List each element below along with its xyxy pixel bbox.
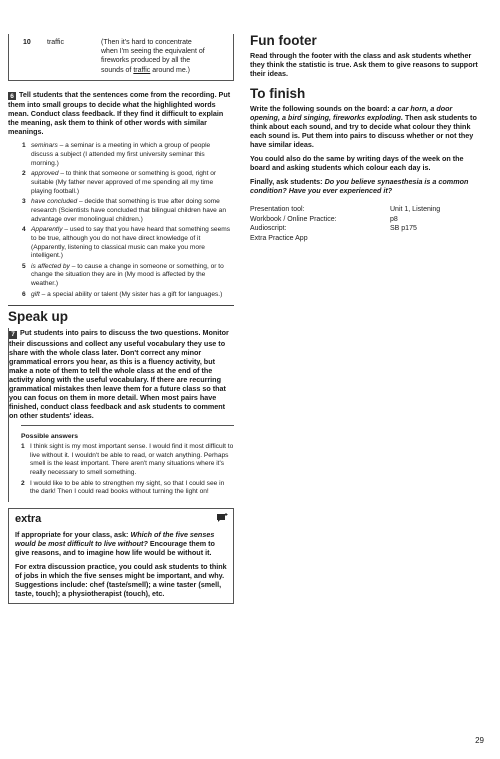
- speak-up-box: [8, 328, 234, 501]
- extra-box: [8, 508, 234, 604]
- item-number: 4: [22, 225, 26, 233]
- left-column: [8, 34, 234, 604]
- list-item: [22, 291, 234, 300]
- step-6-section: [8, 90, 234, 300]
- item-number: 6: [22, 290, 26, 298]
- resource-value: SB p175: [390, 225, 417, 232]
- answer-number: 2: [21, 479, 25, 487]
- extra-paragraph-1: If appropriate for your class, ask: Which of the five senses would be most difficult to live without? Encourage them to give reasons, and to imagine how life would be without it.: [15, 529, 215, 557]
- step-badge-7: 7: [9, 331, 17, 339]
- item-number: 5: [22, 262, 26, 270]
- item-word: traffic: [47, 39, 64, 46]
- item-text: Apparently – used to say that you have heard that something seems to be true, although you do not have direct knowledge of it (Apparently, listening to classical music can make you more intelligent.): [31, 225, 231, 260]
- item-number: 3: [22, 198, 26, 206]
- to-finish-paragraph-3: Finally, ask students: Do you believe synaesthesia is a common condition? Have you ever experienced it?: [250, 177, 469, 195]
- right-column: [250, 34, 482, 243]
- page-number: 29: [475, 736, 484, 745]
- item-text: have concluded – decide that something is true after doing some research (Scientists have concluded that bilingual children have an advantage over monolingual children.): [31, 198, 226, 223]
- resource-label: Presentation tool:: [250, 206, 305, 213]
- item-text: seminars – a seminar is a meeting in which a group of people discuss a subject (I attended my first university seminar this morning.): [31, 142, 211, 167]
- resource-row: [250, 205, 482, 215]
- list-item: [22, 226, 234, 261]
- item-number: 2: [22, 170, 26, 178]
- vocab-item-10: [23, 38, 225, 75]
- vocab-continuation-box: [8, 34, 234, 81]
- possible-answers-title: Possible answers: [21, 432, 79, 440]
- to-finish-paragraph-1: Write the following sounds on the board: a car horn, a door opening, a bird singing, fireworks exploding. Then ask students to think about each sound, and try to decide what colour they think each sound is. Put them into pairs to discuss whether or not they have similar ideas.: [250, 104, 477, 149]
- extra-paragraph-2: For extra discussion practice, you could ask students to think of jobs in which the five senses might be important, and why. Suggestions include: chef (taste/smell); a wine taster (smell, taste, touch); a physiotherapist (touch), etc.: [15, 561, 227, 598]
- resource-value: p8: [390, 215, 398, 223]
- answers-list: [21, 443, 234, 497]
- fun-footer-heading: Fun footer: [250, 33, 317, 48]
- list-item: [22, 198, 234, 224]
- resources-table: [250, 205, 482, 243]
- answers-divider: [21, 425, 234, 426]
- speech-bubble-icon: [216, 513, 228, 523]
- resource-row: [250, 215, 482, 225]
- step-7-instructions: 7 Put students into pairs to discuss the two questions. Monitor their discussions and collect any useful vocabulary they use to share with the whole class later. Don't correct any minor grammatical errors you hear, as this is a fluency activity, but make a note of them to tell the whole class at the end of the activity along with the useful vocabulary. If there are recurring grammatical mistakes then leave them for a future class so that you can focus on them in more detail. When most pairs have finished, conduct class feedback and ask students to comment on other students' ideas.: [9, 328, 229, 420]
- answer-number: 1: [21, 442, 25, 450]
- item-text: gift – a special ability or talent (My sister has a gift for languages.): [31, 290, 223, 298]
- item-text: is affected by – to cause a change in someone or something, or to change the situation they are in (My mood is affected by the weather.): [31, 262, 224, 288]
- answer-text: I would like to be able to strengthen my sight, so that I could see in the dark! Then I could read books without turning the light on!: [30, 479, 225, 496]
- to-finish-paragraph-2: You could also do the same by writing days of the week on the board and asking students which colour each day is.: [250, 154, 464, 172]
- to-finish-heading: To finish: [250, 86, 306, 101]
- answer-item: [21, 443, 234, 478]
- list-item: [22, 142, 234, 168]
- list-item: [22, 263, 234, 289]
- answer-item: [21, 480, 234, 498]
- resource-label: Workbook / Online Practice:: [250, 215, 337, 223]
- resource-row: [250, 224, 482, 234]
- answer-text: I think sight is my most important sense. I would find it most difficult to live without it. I wouldn't be able to read, or watch anything. Perhaps smell is the least important. There aren't many situations where it's really necessary to smell something.: [30, 442, 234, 477]
- item-definition: (Then it's hard to concentrate when I'm seeing the equivalent of fireworks produced by all the sounds of traffic around me.): [101, 39, 205, 74]
- meanings-list: [22, 142, 234, 299]
- resource-label: Audioscript:: [250, 225, 287, 232]
- divider: [8, 305, 234, 306]
- speak-up-heading: Speak up: [8, 309, 69, 325]
- step-badge-6: 6: [8, 92, 16, 100]
- item-text: approved – to think that someone or something is good, right or suitable (My father never approved of me spending all my time playing football.): [31, 170, 217, 195]
- fun-footer-text: Read through the footer with the class and ask students whether they think the statistic is true. Ask them to give reasons to support their ideas.: [250, 51, 478, 78]
- step-6-instructions: 6 Tell students that the sentences come from the recording. Put them into small groups to decide what the highlighted words mean. Conduct class feedback. If they find it difficult to explain the meaning, ask them to think of other words with similar meanings.: [8, 89, 231, 137]
- extra-title: extra: [15, 512, 42, 525]
- item-number: 1: [22, 142, 26, 150]
- resource-value: Unit 1, Listening: [390, 206, 441, 213]
- item-number: 10: [23, 39, 31, 46]
- resource-label: Extra Practice App: [250, 234, 308, 242]
- resource-row: [250, 234, 482, 244]
- list-item: [22, 170, 234, 196]
